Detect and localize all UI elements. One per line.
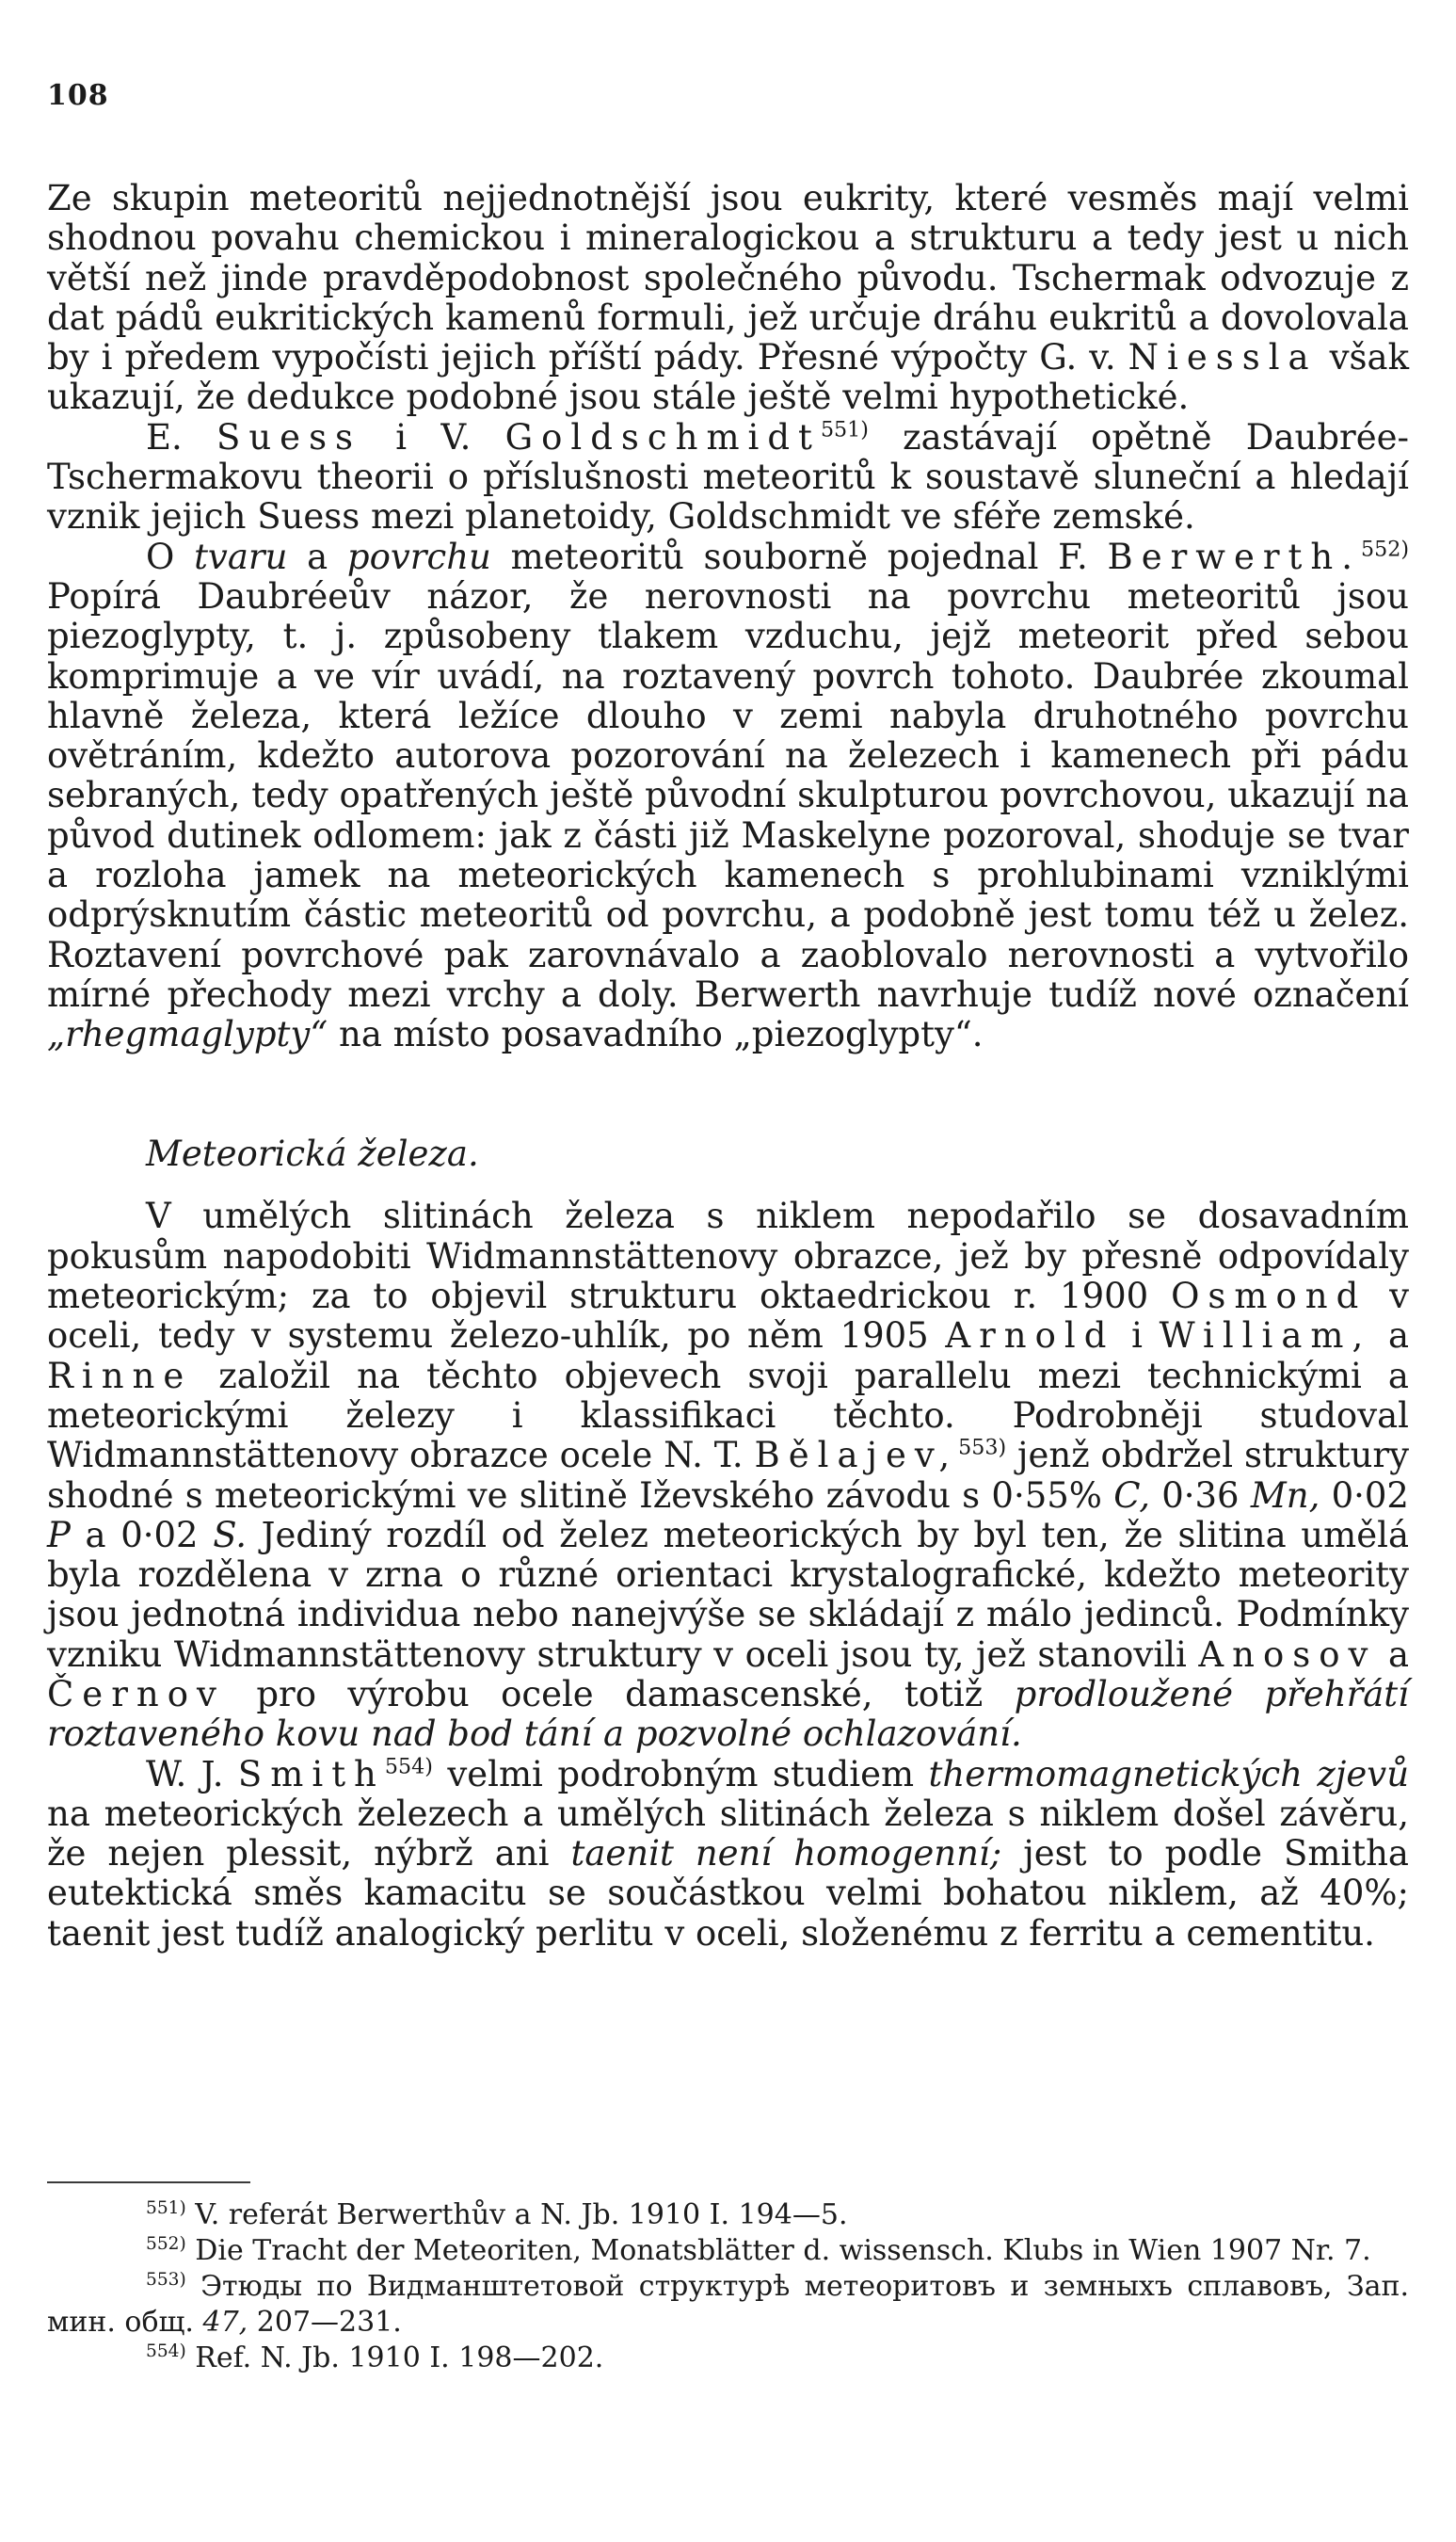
author-suess: Suess — [216, 416, 362, 458]
footnote-553: $^{553)}$ Этюды по Видманштетовой структурѣ метеоритовъ и земныхъ сплавовъ, Зап. мин. общ. 47, 207—231. — [47, 2270, 1409, 2339]
page-number: 108 — [47, 79, 109, 112]
author-arnold: Arnold — [945, 1315, 1115, 1357]
footnote-ref-552: 552) — [1361, 537, 1410, 562]
author-cernov: Černov — [47, 1673, 225, 1714]
term-rhegmaglypty: „rhegmaglypty“ — [47, 1014, 328, 1055]
author-berwerth: Berwerth. — [1107, 536, 1362, 577]
footnote-ref-551: 551) — [820, 417, 869, 442]
paragraph-suess-goldschmidt: E. Suess i V. Goldschmidt$^{551)}$ zastávají opětně Daubrée-Tschermakovu theorii o příslušnosti meteoritů k soustavě sluneční a hledají vznik jejich Suess mezi planetoidy, Goldschmidt ve sféře zemské. — [47, 416, 1410, 538]
author-goldschmidt: Goldschmidt — [504, 416, 821, 458]
author-niessl: Niessla — [1128, 337, 1318, 378]
paragraph-smith: W. J. Smith$^{554)}$ velmi podrobným studiem thermomagnetických zjevů na meteorických železech a umělých slitinách železa s niklem došel závěru, že nejen plessit, nýbrž ani taenit není homogenní; jest to podle Smitha eutektická směs kamacitu se součástkou velmi bohatou niklem, až 40%; taenit jest tudíž analogický perlitu v oceli, složenému z ferritu a cementitu. — [47, 1753, 1410, 1954]
author-belajev: Bělajev, — [754, 1435, 959, 1476]
paragraph-eukrity: Ze skupin meteoritů nejjednotnější jsou eukrity, které vesměs mají velmi shodnou povahu chemickou i mineralogickou a strukturu a tedy jest u nich větší než jinde pravděpodobnost společného původu. Tschermak odvozuje z dat pádů eukritických kamenů formuli, jež určuje dráhu eukritů a dovolovala by i předem vypočísti jejich příští pády. Přesné výpočty G. v. Niessla však ukazují, že dedukce podobné jsou stále ještě velmi hypothetické. — [47, 178, 1410, 418]
author-rinne: Rinne — [47, 1355, 193, 1396]
footnote-552: $^{552)}$ Die Tracht der Meteoriten, Monatsblätter d. wissensch. Klubs in Wien 1907 Nr. 7. — [146, 2234, 1371, 2267]
footnote-divider — [47, 2181, 250, 2183]
author-anosov: Anosov — [1198, 1633, 1377, 1675]
paragraph-widmannstatten: V umělých slitinách železa s niklem nepodařilo se dosavadním pokusům napodobiti Widmannstättenovy obrazce, jež by přesně odpovídaly meteorickým; za to objevil strukturu oktaedrickou r. 1900 Osmond v oceli, tedy v systemu železo-uhlík, po něm 1905 Arnold i William, a Rinne založil na těchto objevech svoji parallelu mezi technickými a meteorickými železy i klassifikaci těchto. Podrobněji studoval Widmannstättenovy obrazce ocele N. T. Bělajev,$^{553)}$ jenž obdržel struktury shodné s meteorickými ve slitině Iževského závodu s 0·55% C, 0·36 Mn, 0·02 P a 0·02 S. Jediný rozdíl od želez meteorických by byl ten, že slitina umělá byla rozdělena v zrna o různé orientaci krystalografické, kdežto meteority jsou jednotná individua nebo nanejvýše se skládají z málo jedinců. Podmínky vzniku Widmannstättenovy struktury v oceli jsou ty, jež stanovili Anosov a Černov pro výrobu ocele damascenské, totiž prodloužené přehřátí roztaveného kovu nad bod tání a pozvolné ochlazování. — [47, 1196, 1410, 1755]
paragraph-berwerth: O tvaru a povrchu meteoritů souborně pojednal F. Berwerth.$^{552)}$ Popírá Daubréeův názor, že nerovnosti na povrchu meteoritů jsou piezoglypty, t. j. způsobeny tlakem vzduchu, jejž meteorit před sebou komprimuje a ve vír uvádí, na roztavený povrch tohoto. Daubrée zkoumal hlavně železa, která ležíce dlouho v zemi nabyla druhotného povrchu ovětráním, kdežto autorova pozorování na železech i kamenech při pádu sebraných, tedy opatřených ještě původní skulpturou povrchovou, ukazují na původ dutinek odlomem: jak z části již Maskelyne pozoroval, shoduje se tvar a rozloha jamek na meteorických kamenech s prohlubinami vzniklými odprýsknutím částic meteoritů od povrchu, a podobně jest tomu též u želez. Roztavení povrchové pak zarovnávalo a zaoblovalo nerovnosti a vytvořilo mírné přechody mezi vrchy a doly. Berwerth navrhuje tudíž nové označení „rhegmaglypty“ na místo posavadního „piezoglypty“. — [47, 536, 1410, 1055]
author-osmond: Osmond — [1171, 1276, 1368, 1317]
author-smith: Smith — [237, 1753, 385, 1794]
footnote-ref-554: 554) — [384, 1754, 433, 1779]
footnote-554: $^{554)}$ Ref. N. Jb. 1910 I. 198—202. — [146, 2341, 604, 2374]
main-text — [47, 179, 1409, 1954]
author-william: William, — [1159, 1315, 1372, 1357]
footnotes — [47, 2197, 1409, 2376]
italic-conditions: prodloužené přehřátí roztaveného kovu nad bod tání a pozvolné ochlazování. — [47, 1673, 1410, 1755]
section-heading: Meteorická železa. — [146, 1134, 479, 1175]
footnote-ref-553: 553) — [958, 1435, 1007, 1460]
footnote-551: $^{551)}$ V. referát Berwerthův a N. Jb. 1910 I. 194—5. — [146, 2198, 848, 2231]
